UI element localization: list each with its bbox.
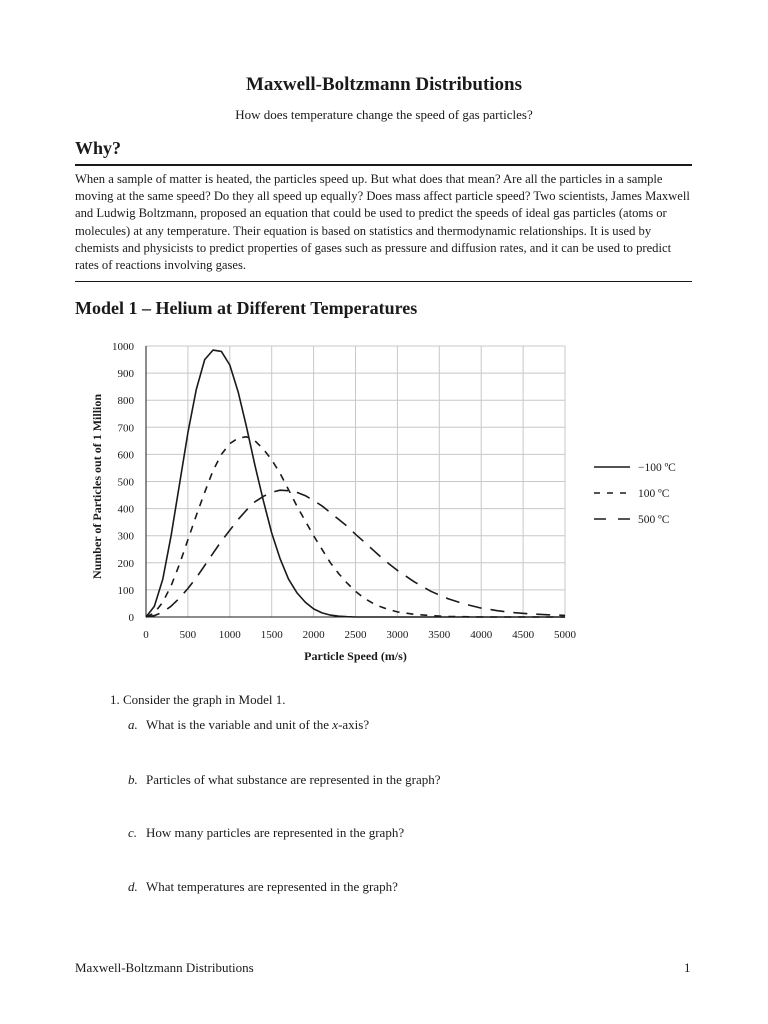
x-tick-label: 0	[143, 629, 149, 641]
x-tick-label: 1500	[260, 629, 283, 641]
question-1d-letter: d.	[128, 879, 138, 894]
x-tick-label: 5000	[554, 629, 576, 641]
x-tick-label: 2000	[302, 629, 325, 641]
page-subtitle: How does temperature change the speed of gas particles?	[235, 107, 533, 122]
question-1b-text: Particles of what substance are represented in the graph?	[146, 772, 441, 787]
y-tick-label: 500	[117, 476, 134, 489]
y-tick-label: 800	[117, 395, 134, 408]
question-1a-text-pre: What is the variable and unit of the	[146, 717, 333, 732]
why-bottom-rule	[75, 281, 692, 282]
question-1d-text: What temperatures are represented in the graph?	[146, 879, 398, 894]
y-tick-label: 0	[128, 612, 134, 624]
question-1d	[128, 879, 398, 895]
question-1c	[128, 825, 404, 841]
question-1b-letter: b.	[128, 772, 138, 787]
model-heading: Model 1 – Helium at Different Temperatures	[75, 298, 418, 318]
y-tick-label: 200	[117, 557, 134, 570]
question-1a	[128, 717, 369, 733]
why-heading: Why?	[75, 138, 122, 158]
y-tick-label: 700	[117, 422, 134, 435]
footer-title: Maxwell-Boltzmann Distributions	[75, 960, 254, 975]
why-top-rule	[75, 164, 692, 166]
footer-page-number: 1	[684, 960, 691, 975]
x-tick-label: 1000	[218, 629, 241, 641]
question-1c-text: How many particles are represented in the graph?	[146, 825, 405, 840]
maxwell-boltzmann-chart	[0, 330, 768, 670]
page-title: Maxwell-Boltzmann Distributions	[245, 74, 523, 95]
y-tick-label: 300	[117, 530, 134, 543]
question-1a-text-post: -axis?	[338, 717, 370, 732]
x-tick-label: 3000	[386, 629, 409, 641]
question-1c-letter: c.	[128, 825, 138, 840]
y-tick-label: 400	[117, 503, 134, 516]
y-tick-label: 1000	[112, 341, 134, 353]
question-1: 1. Consider the graph in Model 1.	[110, 692, 286, 707]
x-tick-label: 2500	[344, 629, 367, 641]
why-paragraph: When a sample of matter is heated, the particles speed up. But what does that mean? Are all the particles in a sample moving at the same speed? Do they all speed up equally? Does mass affect particle speed? Two scientists, James Maxwell and Ludwig Boltzmann, proposed an equation that could be used to predict the speeds of ideal gas particles (atoms or molecules) at any temperature. Their equation is based on statistics and thermodynamic relationships. It is used by chemists and physicists to predict properties of gases such as pressure and diffusion rates, and it can be used to predict rates of reactions involving gases.	[75, 172, 690, 273]
question-1b	[128, 772, 441, 788]
x-tick-label: 4000	[470, 629, 493, 641]
x-tick-label: 3500	[428, 629, 451, 641]
y-tick-label: 600	[117, 449, 134, 462]
x-tick-label: 500	[179, 629, 197, 641]
y-axis-label: Number of Particles out of 1 Million	[90, 393, 104, 580]
y-tick-label: 900	[117, 368, 134, 381]
legend-label-1: 100 ºC	[638, 488, 670, 500]
x-tick-label: 4500	[512, 629, 535, 641]
legend-label-2: 500 ºC	[638, 514, 670, 526]
legend-label-0: −100 ºC	[638, 462, 676, 474]
question-1a-letter: a.	[128, 717, 138, 732]
x-axis-label: Particle Speed (m/s)	[304, 649, 407, 663]
y-tick-label: 100	[117, 584, 134, 597]
question-1a-variable: x	[332, 717, 339, 732]
